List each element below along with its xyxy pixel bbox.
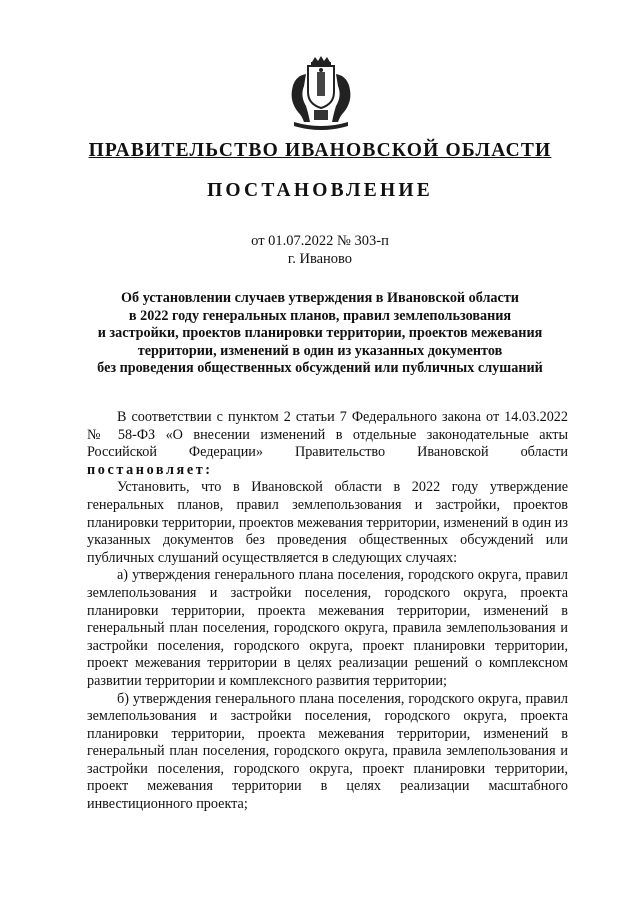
item-b-paragraph: б) утверждения генерального плана поселения, городского округа, правил землепользования и застройки поселения, городского округа, проекта планировки территории, проекта межевания территории, изменений в генеральный план поселения, городского округа, правила землепользования и застройки поселения, городского округа, проект планировки территории, проект межевания территории в целях реализации масштабного инвестиционного проекта; [87,690,568,813]
subject-line: территории, изменений в один из указанных документов [137,342,503,359]
main-paragraph: Установить, что в Ивановской области в 2022 году утверждение генеральных планов, правил землепользования и застройки, проектов планировки территории, проектов межевания территории, изменений в один из указанных документов без проведения общественных обсуждений или публичных слушаний осуществляется в следующих случаях: [87,479,568,566]
document-type-title: ПОСТАНОВЛЕНИЕ [207,180,433,201]
preamble-paragraph [87,409,568,479]
document-meta [0,232,640,268]
document-subject [60,290,580,378]
preamble-text: В соответствии с пунктом 2 статьи 7 Федерального закона от 14.03.2022 № 58-ФЗ «О внесении изменений в отдельные законодательные акты Российской Федерации» Правительство Ивановской области [87,409,568,461]
document-city: г. Иваново [287,251,353,267]
subject-line: без проведения общественных обсуждений или публичных слушаний [97,360,543,377]
coat-of-arms-emblem [284,56,358,130]
subject-line: и застройки, проектов планировки территории, проектов межевания [97,325,543,342]
document-date-number: от 01.07.2022 № 303-п [251,233,389,249]
government-title: ПРАВИТЕЛЬСТВО ИВАНОВСКОЙ ОБЛАСТИ [88,140,552,161]
subject-line: Об установлении случаев утверждения в Ивановской области [121,290,519,306]
item-a-paragraph: а) утверждения генерального плана поселения, городского округа, правил землепользования и застройки поселения, городского округа, проекта планировки территории, проекта межевания территории, изменений в генеральный план поселения, городского округа, правила землепользования и застройки поселения, городского округа, проект планировки территории, проект межевания территории в целях реализации решений о комплексном развитии территории и комплексного развития территории; [87,567,568,689]
decree-word: постановляет: [87,461,213,478]
subject-line: в 2022 году генеральных планов, правил землепользования [128,307,512,324]
document-body [87,409,568,814]
